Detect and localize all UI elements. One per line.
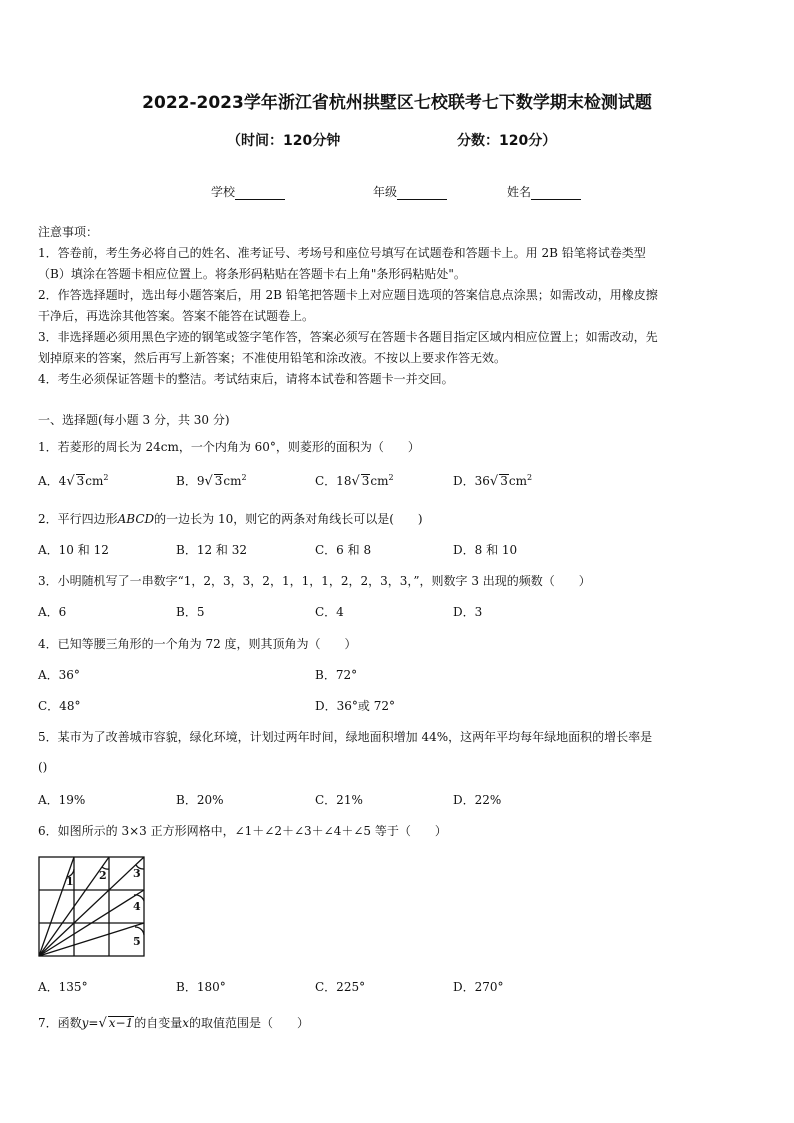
q5-option-d[interactable]: D．22%	[453, 793, 502, 807]
q3-option-a[interactable]: A．6	[38, 605, 67, 619]
q6-option-c[interactable]: C．225°	[315, 980, 366, 994]
ray-1	[39, 857, 74, 956]
q2-option-b[interactable]: B．12 和 32	[176, 543, 247, 557]
angle-label-5: 5	[133, 935, 141, 948]
name-field	[507, 183, 581, 200]
grade-field	[373, 183, 447, 200]
q4-option-d[interactable]: D．36°或 72°	[315, 699, 395, 713]
question-5-stem: 5．某市为了改善城市容貌，绿化环境，计划过两年时间，绿地面积增加 44%，这两年平均每年绿地面积的增长率是	[38, 730, 653, 744]
grade-label: 年级	[373, 185, 398, 199]
angle-label-4: 4	[133, 900, 141, 913]
q5-option-b[interactable]: B．20%	[176, 793, 224, 807]
angle-arc-5	[135, 927, 144, 935]
question-2-stem: 2．平行四边形ABCD的一边长为 10，则它的两条对角线长可以是( )	[38, 512, 423, 526]
question-1-stem: 1．若菱形的周长为 24cm，一个内角为 60°，则菱形的面积为（ ）	[38, 440, 420, 454]
ray-3	[39, 857, 144, 956]
q3-option-d[interactable]: D．3	[453, 605, 483, 619]
notes-line: 3．非选择题必须用黑色字迹的钢笔或签字笔作答，答案必须写在答题卡各题目指定区域内相应位置上；如需改动，先	[38, 330, 658, 344]
notes-line: 干净后，再选涂其他答案。答案不能答在试题卷上。	[38, 309, 315, 323]
ray-5	[39, 923, 144, 956]
exam-score: 分数：120分）	[457, 133, 557, 149]
page-title: 2022-2023学年浙江省杭州拱墅区七校联考七下数学期末检测试题	[142, 93, 652, 113]
notes-line: （B）填涂在答题卡相应位置上。将条形码粘贴在答题卡右上角"条形码粘贴处"。	[38, 267, 466, 281]
q2-option-a[interactable]: A．10 和 12	[38, 543, 109, 557]
question-5-stem-cont: ()	[38, 760, 48, 774]
q5-option-c[interactable]: C．21%	[315, 793, 363, 807]
question-7-stem: 7．函数y=√ x−1的自变量x的取值范围是（ ）	[38, 1016, 310, 1031]
q1-option-a[interactable]: A．4√ $3cm^2$	[38, 473, 109, 489]
school-input[interactable]	[235, 187, 285, 200]
angle-label-3: 3	[133, 867, 141, 880]
notes-line: 4．考生必须保证答题卡的整洁。考试结束后，请将本试卷和答题卡一并交回。	[38, 372, 454, 386]
q4-option-a[interactable]: A．36°	[38, 668, 80, 682]
school-field	[211, 183, 285, 200]
name-label: 姓名	[507, 185, 532, 199]
grid-figure	[37, 855, 149, 959]
q2-option-c[interactable]: C．6 和 8	[315, 543, 372, 557]
notes-heading: 注意事项：	[38, 225, 99, 239]
section-heading: 一、选择题(每小题 3 分，共 30 分)	[38, 413, 230, 427]
exam-time: （时间：120分钟	[227, 133, 341, 149]
q6-option-a[interactable]: A．135°	[38, 980, 88, 994]
school-label: 学校	[211, 185, 236, 199]
name-input[interactable]	[531, 187, 581, 200]
q3-option-b[interactable]: B．5	[176, 605, 205, 619]
q3-option-c[interactable]: C．4	[315, 605, 344, 619]
q4-option-c[interactable]: C．48°	[38, 699, 81, 713]
q6-option-b[interactable]: B．180°	[176, 980, 226, 994]
q5-option-a[interactable]: A．19%	[38, 793, 86, 807]
q1-option-c[interactable]: C．18√ $3cm^2$	[315, 473, 394, 489]
q4-option-b[interactable]: B．72°	[315, 668, 358, 682]
notes-line: 1．答卷前，考生务必将自己的姓名、准考证号、考场号和座位号填写在试题卷和答题卡上。用 2B 铅笔将试卷类型	[38, 246, 646, 260]
q6-option-d[interactable]: D．270°	[453, 980, 504, 994]
q1-option-b[interactable]: B．9√ $3cm^2$	[176, 473, 247, 489]
q2-option-d[interactable]: D．8 和 10	[453, 543, 518, 557]
grade-input[interactable]	[397, 187, 447, 200]
notes-line: 划掉原来的答案，然后再写上新答案；不准使用铅笔和涂改液。不按以上要求作答无效。	[38, 351, 507, 365]
q1-option-d[interactable]: D．36√ $3cm^2$	[453, 473, 533, 489]
angle-label-2: 2	[99, 869, 107, 882]
angle-label-1: 1	[66, 875, 74, 888]
question-4-stem: 4．已知等腰三角形的一个角为 72 度，则其顶角为（ ）	[38, 637, 357, 651]
question-6-stem: 6．如图所示的 3×3 正方形网格中，∠1＋∠2＋∠3＋∠4＋∠5 等于（ ）	[38, 824, 447, 838]
question-3-stem: 3．小明随机写了一串数字“1，2，3，3，2，1，1，1，2，2，3，3，”，则数字 3 出现的频数（ ）	[38, 574, 591, 588]
notes-line: 2．作答选择题时，选出每小题答案后，用 2B 铅笔把答题卡上对应题目选项的答案信息点涂黑；如需改动，用橡皮擦	[38, 288, 658, 302]
